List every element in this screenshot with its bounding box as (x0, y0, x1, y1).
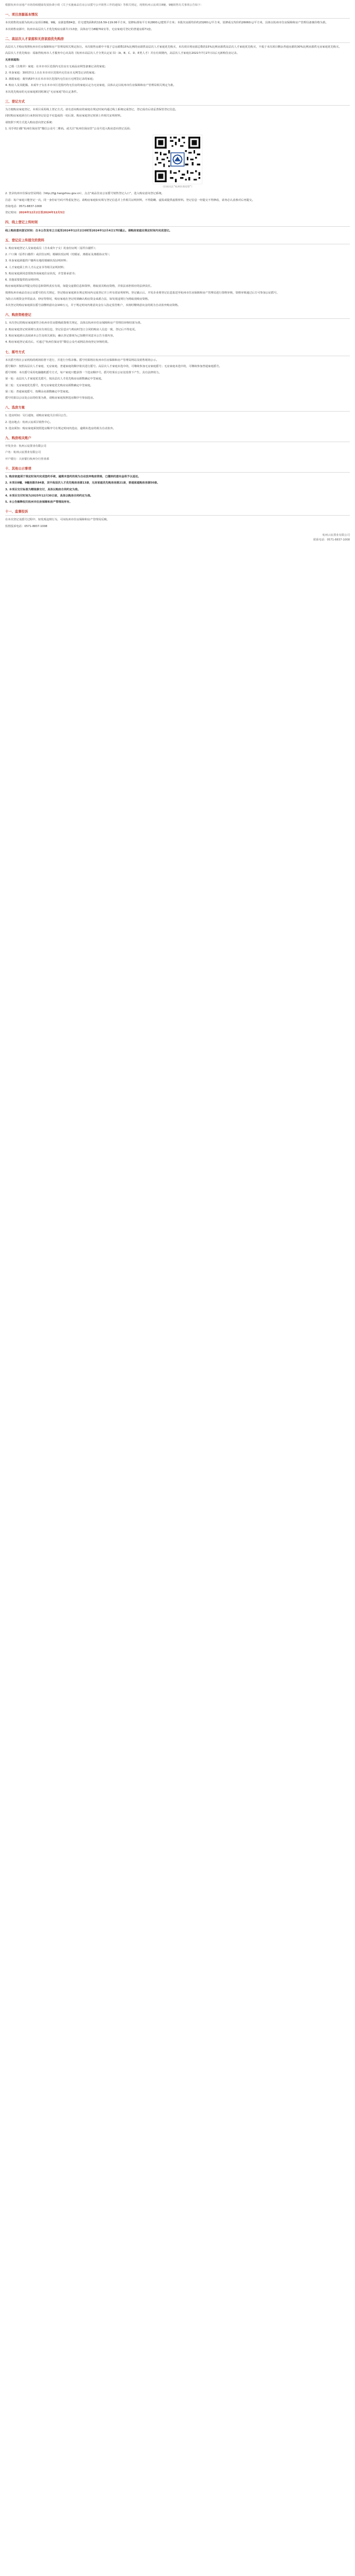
intro-paragraph: 根据杭州市房地产市场持续健康发展协调小组《关于实施商品住房公证摇号公开销售工作的通知》等相关规定，现将杭州云宸项目8幢、9幢销售有关事项公告如下： (5, 4, 203, 7)
signature-contact (5, 538, 350, 543)
choose-paragraph: 2. 选房地点：杭州云宸项目销售中心。 (5, 420, 53, 424)
material-extra: 购房家庭须保证所提交的信息和资料真实有效，如提交虚假信息和资料，将取消其购房资格，并依法承担相应的法律责任。 (5, 285, 154, 288)
other-paragraph: 5. 本公告解释权归杭州市住房保障和房产管理局所有。 (5, 501, 72, 504)
other-paragraph: 3. 本项目交付标准为精装修交付，具体以购房合同约定为准。 (5, 488, 81, 491)
section-paragraph: 高层次人才购房按照杭州市住房保障和房产管理局相关规定执行。本次销售房源中不低于总房源数15%比例的房源供高层次人才家庭优先购买，本次项目将房源总数的15%比例房源供高层次人才家庭优先购买，不低于本次项目剩余普通房源的30%比例房源供无房家庭优先购买。 (5, 45, 342, 49)
developer-paragraph: 开发企业：杭州云宸置业有限公司 (5, 445, 47, 448)
material-extra: 为防止出现资金异常流动、炒房等情况，购房家庭在登记时须确认购房资金来源合法，如发现违规行为将取消购房资格。 (5, 297, 151, 301)
announcement-page (0, 0, 355, 547)
buyer-paragraph: 4. 购房家庭登记成功后，可通过“杭州住保房管”微信公众号或网站查询登记审核结果。 (5, 341, 110, 344)
register-after: 2. 登录杭州市住保房管局网站（http://fgj.hangzhou.gov.cn），点击“商品住房公证摇号销售登记入口”，进入购房意向登记系统。 (5, 192, 164, 196)
developer-paragraph: 户名：杭州云宸置业有限公司 (5, 451, 41, 455)
material-item: 5. 购房家庭须同意授权查询家庭住房状况，并签署承诺书； (5, 272, 78, 275)
other-paragraph: 1. 购房家庭须于规定时间内完成签约手续，逾期未签约的视为自动放弃购房资格，已缴纳的意向金将予以退还。 (5, 475, 141, 479)
section-title-login-time: 四、线上登记上传时间 (5, 219, 350, 226)
section-title-priority: 二、高层次人才家庭和无房家庭优先购房 (5, 36, 350, 43)
contact-label: 联系电话： (313, 538, 327, 542)
material-item: 6. 其他需要提供的证明材料。 (5, 279, 42, 282)
no-house-title: 无房家庭指： (5, 58, 22, 62)
register-phone: 咨询电话：0571-8837-1008 (5, 204, 42, 208)
supervise-paragraph: 监督投诉电话：0571-8837-1008 (5, 524, 48, 528)
register-time (5, 211, 350, 215)
register-paragraph: 为方便购房家庭登记，本项目采用线上登记方式。请有意向购房的家庭在规定时间内通过线上系统完成登记，登记成功后请妥善保管登记信息。 (5, 108, 178, 111)
no-house-item: 4. 购房人及其配偶、未成年子女在本市市区范围内均无住房的家庭认定为无房家庭，具体认定以杭州市住房保障和房产管理局相关规定为准。 (5, 84, 176, 87)
section-paragraph: 本次销售房源中，杭州市高层次人才优先购房房源共计13套，具体房号为8幢702室等，无房家庭可登记的普通房源71套。 (5, 27, 154, 31)
no-house-item: 2. 单身家庭：30周岁以上且在本市市区范围内无住房且无网签记录的家庭； (5, 71, 97, 75)
no-house-item: 3. 离婚家庭：离异满3年且在本市市区范围内无住房且无网签记录的家庭； (5, 78, 96, 81)
choose-paragraph: 3. 选房须知：购房家庭须按照选房顺序号在规定时间内选房，逾期未选房的视为自动放弃。 (5, 427, 116, 430)
register-time-value: 2024年12月2日至2024年12月5日 (19, 211, 65, 215)
register-paragraph: 请按照下列方式进入购房意向登记系统： (5, 121, 55, 124)
material-item: 4. 人才家庭须上传人才认定证书等相关证明材料； (5, 266, 66, 269)
qr-block (5, 135, 350, 189)
lottery-paragraph: 摇号规则：本次摇号采用电脑随机摇号方式，每户家庭只能获得一个选房顺序号。摇号结果在公证处监督下产生，具有法律效力。 (5, 371, 161, 375)
register-paragraph: 同时购房家庭须自行承担因登记信息不实造成的一切后果，购房家庭登记时须上传相关证明材料。 (5, 114, 123, 118)
no-house-note: 本次优先购房的无房家庭须同时满足“无房家庭”的认定条件。 (5, 90, 80, 94)
buyer-paragraph: 3. 购房家庭须认真阅读本公告及相关须知，确认登记即视为已知晓并同意本公告全部内容。 (5, 334, 116, 338)
qr-caption: （扫码关注“杭州住保房管”） (161, 186, 194, 189)
login-time-paragraph: 线上购房意向登记时间：自本公告发布之日起至2024年12月2日0时至2024年12月4日17时截止。请购房家庭在规定时间内完成登记。 (5, 229, 172, 232)
section-title-lottery: 七、摇号方式 (5, 349, 350, 356)
register-after: 注意：每户家庭只能登记一次，同一身份证号码不得重复登记。请购房家庭如实填写登记信息并上传相关证明材料，不得隐瞒、虚报或提供虚假材料。登记信息一经提交不得修改，请务必认真核对后再提交。 (5, 198, 255, 202)
section-title-other: 十、其他公示事项 (5, 466, 350, 473)
section-title-supervise: 十一、监督投诉 (5, 509, 350, 516)
material-item: 3. 单身家庭须提供户籍所在地的婚姻状况证明材料； (5, 259, 69, 263)
section-title-choose: 八、选房方案 (5, 405, 350, 412)
choose-paragraph: 1. 选房时间：另行通知，请购房家庭关注项目公告。 (5, 414, 69, 418)
material-item: 2. 户口簿（原件扫描件）或居住证明；婚姻状况证明（结婚证、离婚证及离婚协议等）； (5, 253, 112, 257)
qr-code-icon[interactable] (153, 135, 202, 184)
material-extra: 本次登记的购房家庭须在摇号前缴纳意向金100万元，并于规定时间内将意向金存入指定监管账户，未按时缴纳意向金的视为自动放弃购房资格。 (5, 304, 181, 308)
intro (5, 3, 350, 8)
developer-paragraph: 开户银行：兴业银行杭州分行营业部 (5, 457, 49, 461)
buyer-paragraph: 2. 购房家庭登记时须填写真实有效信息，登记信息应与购房时签订合同的购房人信息一致，登记后不得变更。 (5, 328, 138, 331)
no-house-item: 1. 已婚（含离异）家庭：在本市市区范围内无住房且无商品房网签备案记录的家庭； (5, 65, 108, 68)
supervise-paragraph: 在本次登记及摇号过程中，如发现违规行为，可向杭州市住房保障和房产管理局反映。 (5, 518, 110, 522)
section-title-buyer: 六、购房资格登记 (5, 312, 350, 319)
signature-company: 杭州云宸置业有限公司 (322, 533, 350, 537)
lottery-paragraph: 第二轮：无房家庭优先摇号，按无房家庭优先购房房源数确定中签家庭。 (5, 384, 93, 387)
other-paragraph: 4. 本项目交付时间为2025年12月30日前，具体以购房合同约定为准。 (5, 494, 93, 497)
lottery-paragraph: 摇号结果以公证处公证的结果为准，请购房家庭按照选房顺序号参加选房。 (5, 397, 96, 400)
lottery-paragraph: 本次摇号将在公证机构的现场监督下进行，并进行全程录像。摇号结果将在杭州市住房保障和房产管理局网站及销售现场公示。 (5, 358, 159, 362)
section-title-developer: 九、购房相关账户 (5, 435, 350, 442)
register-time-label: 登记时间： (5, 211, 19, 215)
section-paragraph: 本次销售的房源为杭州云宸项目8幢、9幢，房源套数84套，住宅建筑面积约116.59-119.06平方米，装修标准每平方米2800元/建筑平方米；本批次房源均价约23260元/平方米，装修成交均价约26060元/平方米，具体以杭州市住房保障和房产管理局备案价格为准。 (5, 21, 329, 25)
contact-value: 0571-8837-1008 (327, 538, 350, 542)
material-item: 1. 购房家庭登记人及家庭成员（含未成年子女）的身份证明（原件扫描件）； (5, 246, 98, 250)
lottery-paragraph: 第三轮：普通家庭摇号，按剩余房源数确定中签家庭。 (5, 390, 71, 393)
section-title-project-info: 一、项目房源基本情况 (5, 12, 350, 19)
section-title-register: 三、登记方式 (5, 99, 350, 106)
buyer-paragraph: 1. 本次登记的购房家庭须符合杭州市住房限购政策相关规定，具体以杭州市住房保障和房产管理局审核结果为准。 (5, 321, 143, 325)
lottery-paragraph: 第一轮：高层次人才家庭优先摇号，按高层次人才优先购房房源数确定中签家庭。 (5, 377, 104, 381)
material-extra: 按照杭州市商品住房公证摇号的有关规定，登记购房家庭须在规定时间内完成登记并上传有效证明材料。登记截止后，开发企业将登记信息报送至杭州市住房保障和房产管理局进行资格审核，资格审核通过后方可参加公证摇号。 (5, 291, 279, 295)
other-paragraph: 2. 本项目8幢、9幢房源共84套，其中高层次人才优先购房房源13套，无房家庭优先购房房源21套，普通家庭购房房源50套。 (5, 481, 160, 485)
section-paragraph: 高层次人才优先购房：需取得杭州市人才服务中心出具的《杭州市高层次人才分类认定证书》（A、B、C、D、E类人才）并在有效期内，高层次人才家庭在2021年7月27日以后无新购住房记录。 (5, 52, 240, 55)
register-method: 1. 用手机扫描“杭州住保房管”微信公众号二维码，或关注“杭州住保房管”公众号进入购房意向登记页面； (5, 127, 132, 130)
section-title-materials: 五、登记应上传提交的资料 (5, 238, 350, 244)
lottery-paragraph: 摇号顺序：按照高层次人才家庭、无房家庭、普通家庭的顺序依次进行摇号。高层次人才家庭未选中的，可继续参加无房家庭摇号；无房家庭未选中的，可继续参加普通家庭摇号。 (5, 364, 222, 368)
